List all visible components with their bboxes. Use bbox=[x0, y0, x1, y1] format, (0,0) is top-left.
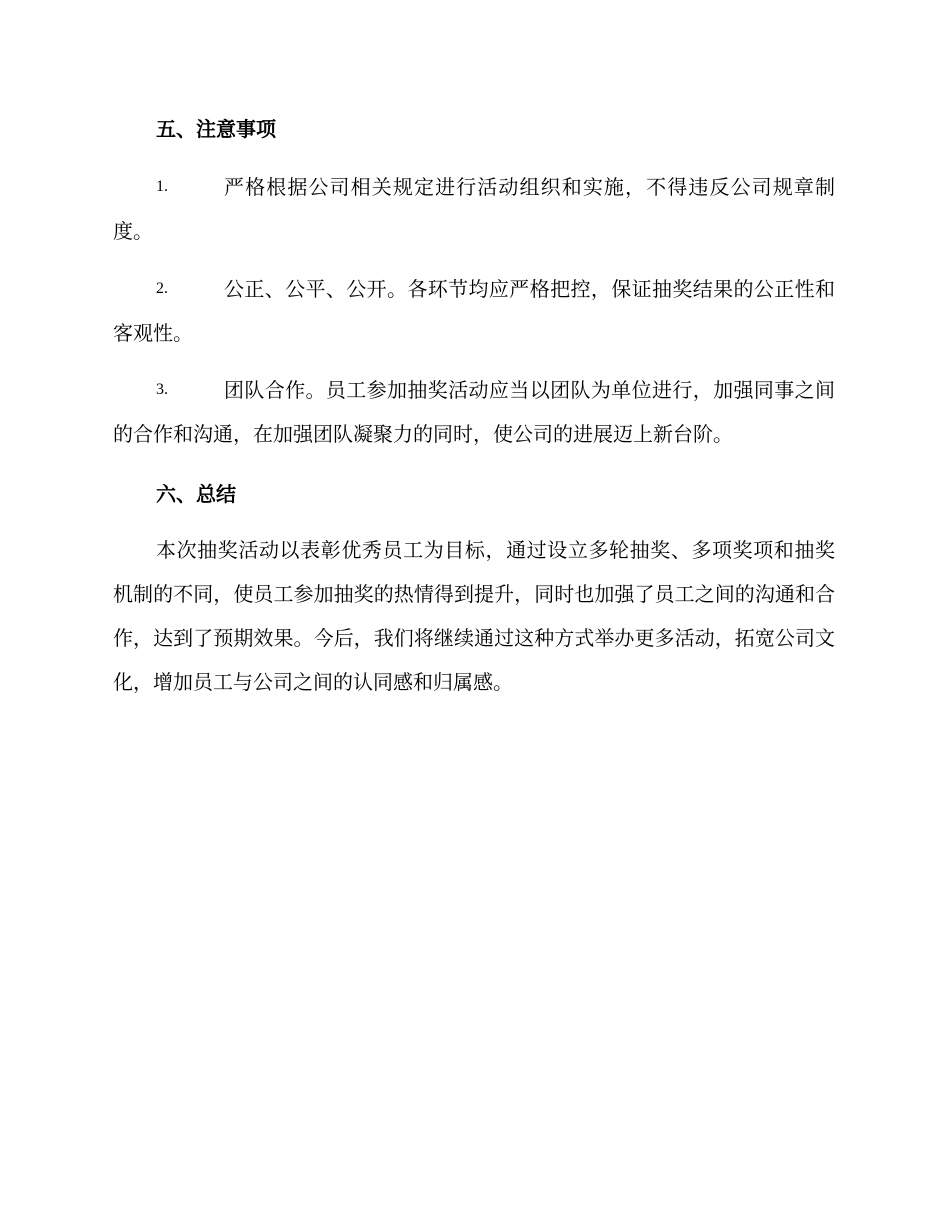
list-item bbox=[113, 165, 835, 253]
list-item-number: 2. bbox=[156, 280, 168, 297]
summary-paragraph: 本次抽奖活动以表彰优秀员工为目标，通过设立多轮抽奖、多项奖项和抽奖机制的不同，使员工参加抽奖的热情得到提升，同时也加强了员工之间的沟通和合作，达到了预期效果。今后，我们将继续通过这种方式举办更多活动，拓宽公司文化，增加员工与公司之间的认同感和归属感。 bbox=[113, 538, 835, 694]
section-heading-notes: 五、注意事项 bbox=[156, 117, 276, 141]
list-item-text: 公正、公平、公开。各环节均应严格把控，保证抽奖结果的公正性和客观性。 bbox=[113, 277, 835, 345]
list-item-number: 3. bbox=[156, 381, 168, 398]
list-item bbox=[113, 267, 835, 355]
list-item-number: 1. bbox=[156, 178, 168, 195]
list-item-text: 严格根据公司相关规定进行活动组织和实施，不得违反公司规章制度。 bbox=[113, 175, 835, 243]
list-item-text: 团队合作。员工参加抽奖活动应当以团队为单位进行，加强同事之间的合作和沟通，在加强团队凝聚力的同时，使公司的进展迈上新台阶。 bbox=[113, 378, 835, 446]
section-heading-summary: 六、总结 bbox=[156, 482, 236, 506]
list-item bbox=[113, 368, 835, 456]
